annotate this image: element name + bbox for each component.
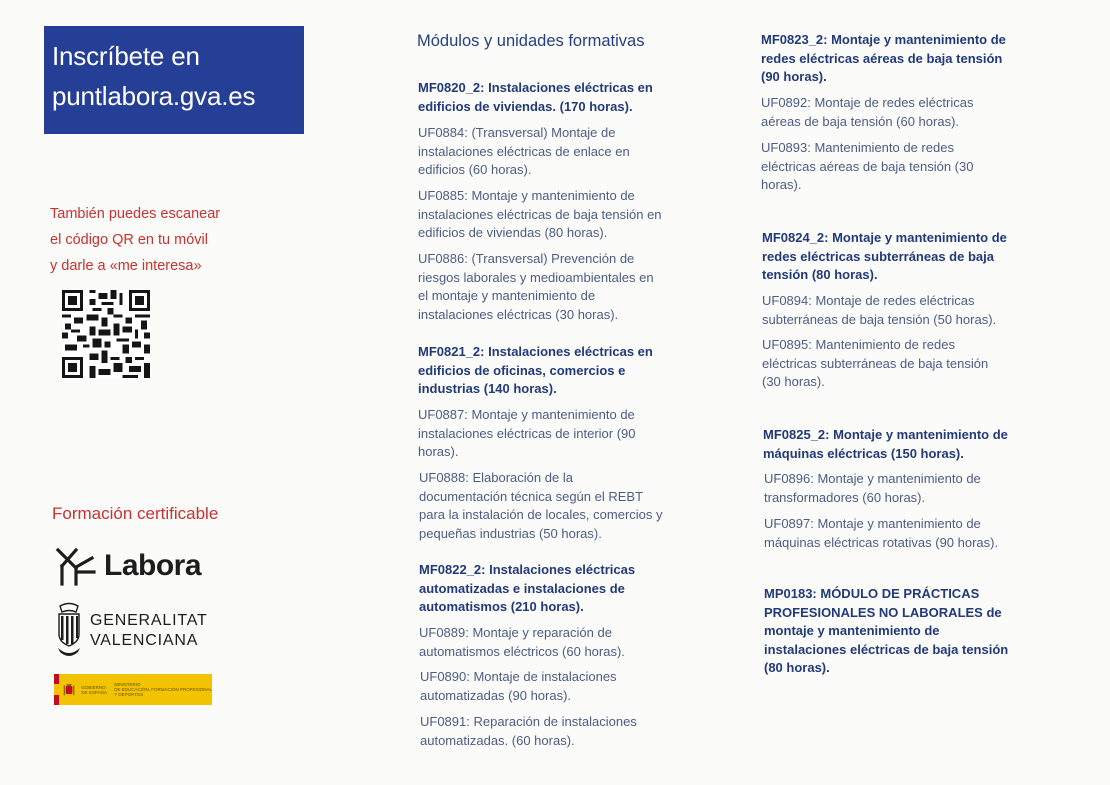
gobierno-line-2: DE ESPAÑA [81,689,107,695]
module-heading [418,343,653,399]
unit-line: edificios (60 horas). [418,162,532,177]
unit-line: subterráneas de baja tensión (50 horas). [762,311,997,327]
unit-uf0892 [761,94,973,131]
unit-line: instalaciones eléctricas de enlace en [418,143,630,159]
unit-line: transformadores (60 horas). [764,489,926,505]
signup-box [44,26,304,134]
module-mf0821 [418,343,653,399]
unit-line: UF0884: (Transversal) Montaje de [418,125,616,140]
heading-line: MP0183: MÓDULO DE PRÁCTICAS [764,586,980,601]
unit-line: máquinas eléctricas rotativas (90 horas). [764,534,999,550]
unit-line: UF0891: Reparación de instalaciones [420,714,637,729]
module-mf0823 [761,31,1006,87]
unit-line: pequeñas industrias (50 horas). [419,525,602,541]
generalitat-valenciana-logo [54,602,208,660]
signup-line-1: Inscríbete en [52,41,200,71]
unit-line: UF0885: Montaje y mantenimiento de [418,188,635,203]
module-heading [762,229,1007,285]
module-mf0824 [762,229,1007,285]
unit-uf0894 [762,292,996,329]
unit-line: UF0892: Montaje de redes eléctricas [761,95,974,110]
unit-line: eléctricas aéreas de baja tensión (30 [761,158,974,174]
heading-line: MF0822_2: Instalaciones eléctricas [419,562,636,577]
module-heading [419,561,635,617]
labora-logo [54,544,201,588]
generalitat-line-1: GENERALITAT [90,612,208,629]
gobierno-de-espana-logo [54,674,212,705]
heading-line: máquinas eléctricas (150 horas). [763,445,964,461]
unit-line: UF0893: Mantenimiento de redes [761,140,954,155]
unit-uf0890 [420,668,617,705]
ministerio-line-1: MINISTERIO [114,682,141,687]
unit-uf0888 [419,469,663,543]
generalitat-line-2: VALENCIANA [90,632,199,649]
unit-line: aéreas de baja tensión (60 horas). [761,113,960,129]
heading-line: (90 horas). [761,69,827,84]
heading-line: MF0825_2: Montaje y mantenimiento de [763,427,1008,442]
unit-uf0896 [764,470,981,507]
heading-line: instalaciones eléctricas de baja tensión [764,641,1009,657]
unit-line: horas). [761,177,802,192]
unit-line: automatizadas (90 horas). [420,687,572,703]
unit-uf0897 [764,515,998,552]
module-heading [764,585,1008,678]
unit-line: para la instalación de locales, comercios y [419,507,663,522]
unit-uf0887 [418,406,636,462]
heading-line: PROFESIONALES NO LABORALES de [764,604,1002,620]
unit-line: el montaje y mantenimiento de [418,288,596,303]
unit-line: UF0890: Montaje de instalaciones [420,669,617,684]
heading-line: (80 horas). [764,660,830,675]
unit-uf0885 [418,187,662,243]
heading-line: montaje y mantenimiento de [764,623,940,638]
heading-line: MF0820_2: Instalaciones eléctricas en [418,80,653,95]
scan-line-3: y darle a «me interesa» [50,258,202,274]
unit-line: instalaciones eléctricas de interior (90 [418,425,636,441]
unit-uf0891 [420,713,637,750]
generalitat-text [90,611,208,651]
heading-line: MF0823_2: Montaje y mantenimiento de [761,32,1006,47]
module-mf0822 [419,561,635,617]
unit-line: documentación técnica según el REBT [419,488,644,504]
unit-line: UF0888: Elaboración de la [419,470,573,485]
heading-line: automatizadas e instalaciones de [419,580,625,596]
unit-line: UF0889: Montaje y reparación de [419,625,612,640]
unit-line: riesgos laborales y medioambientales en [418,269,654,285]
scan-line-2: el código QR en tu móvil [50,232,208,248]
spain-coat-of-arms-icon [63,679,75,701]
unit-uf0893 [761,139,973,195]
heading-line: edificios de oficinas, comercios e [418,362,626,378]
gobierno-line-1: GOBIERNO [81,684,106,690]
unit-line: UF0886: (Transversal) Prevención de [418,251,635,266]
unit-uf0884 [418,124,630,180]
unit-line: instalaciones eléctricas de baja tensión en [418,206,662,222]
coat-of-arms-icon [54,602,84,660]
ministerio-line-3: Y DEPORTES [114,692,144,697]
unit-uf0886 [418,250,654,324]
scan-instructions [50,201,280,279]
module-mp0183 [764,585,1008,678]
heading-line: automatismos (210 horas). [419,599,584,614]
labora-mark-icon [54,544,98,588]
qr-code-icon[interactable] [62,290,150,378]
unit-line: (30 horas). [762,374,825,389]
unit-line: UF0894: Montaje de redes eléctricas [762,293,975,308]
module-mf0820 [418,79,653,116]
gobierno-label [81,685,108,695]
unit-line: automatismos eléctricos (60 horas). [419,643,625,659]
unit-line: edificios de viviendas (80 horas). [418,225,608,240]
scan-line-1: También puedes escanear [50,206,221,222]
ministerio-line-2: DE EDUCACIÓN, FORMACIÓN PROFESIONAL [114,687,212,692]
unit-line: UF0896: Montaje y mantenimiento de [764,471,981,486]
section-title: Módulos y unidades formativas [417,32,645,50]
module-mf0825 [763,426,1008,463]
unit-line: horas). [418,444,459,459]
heading-line: redes eléctricas aéreas de baja tensión [761,50,1003,66]
module-heading [418,79,653,116]
unit-line: UF0887: Montaje y mantenimiento de [418,407,635,422]
unit-uf0895 [762,336,988,392]
heading-line: MF0824_2: Montaje y mantenimiento de [762,230,1007,245]
heading-line: tensión (80 horas). [762,267,878,282]
unit-line: eléctricas subterráneas de baja tensión [762,355,989,371]
formacion-certificable-label: Formación certificable [52,504,219,523]
heading-line: MF0821_2: Instalaciones eléctricas en [418,344,653,359]
unit-uf0889 [419,624,625,661]
heading-line: redes eléctricas subterráneas de baja [762,248,994,264]
unit-line: instalaciones eléctricas (30 horas). [418,306,619,322]
signup-url[interactable]: puntlabora.gva.es [52,81,256,111]
heading-line: edificios de viviendas. (170 horas). [418,98,633,114]
module-heading [763,426,1008,463]
labora-wordmark: Labora [104,549,202,582]
unit-line: automatizadas. (60 horas). [420,732,575,748]
module-heading [761,31,1006,87]
unit-line: UF0897: Montaje y mantenimiento de [764,516,981,531]
ministerio-label [114,682,212,697]
spain-flag-stripe [54,674,59,705]
unit-line: UF0895: Mantenimiento de redes [762,337,955,352]
heading-line: industrias (140 horas). [418,381,557,396]
